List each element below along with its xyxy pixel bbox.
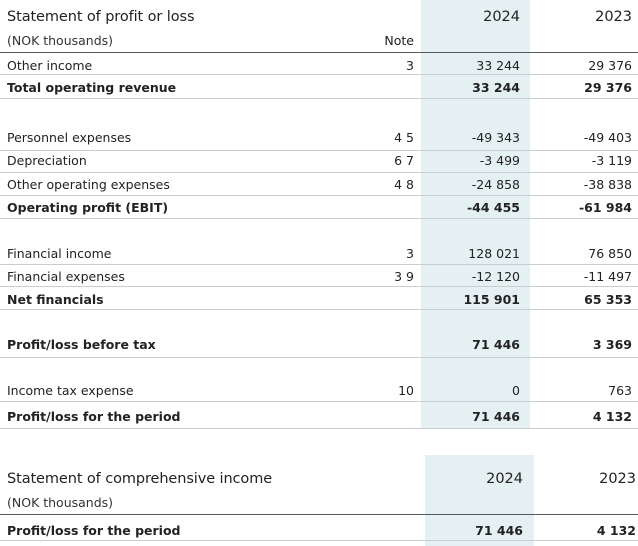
row-value-prior: 29 376 [584, 80, 632, 95]
row-note: 6 7 [394, 153, 414, 168]
row-value-prior: -38 838 [583, 177, 632, 192]
row-value-prior: 4 132 [592, 409, 632, 424]
statement-title: Statement of comprehensive income [7, 471, 273, 487]
row-value-prior: 4 132 [596, 523, 636, 538]
row-value-prior: 76 850 [588, 246, 632, 261]
row-note: 3 9 [394, 269, 414, 284]
row-label: Other income [7, 58, 93, 73]
row-divider [0, 195, 638, 196]
year-current-header: 2024 [486, 471, 523, 487]
year-prior-header: 2023 [599, 471, 636, 487]
row-value-prior: -3 119 [591, 153, 632, 168]
row-label: Income tax expense [7, 383, 134, 398]
note-column-header: Note [384, 33, 414, 48]
row-label: Personnel expenses [7, 130, 132, 145]
row-value-current: -12 120 [471, 269, 520, 284]
row-value-current: -44 455 [466, 200, 520, 215]
header-divider [0, 52, 638, 53]
row-divider [0, 540, 638, 541]
year-prior-header: 2023 [595, 9, 632, 25]
row-label: Financial income [7, 246, 112, 261]
row-value-current: 128 021 [468, 246, 520, 261]
row-label: Depreciation [7, 153, 87, 168]
row-label: Profit/loss for the period [7, 523, 181, 538]
row-label: Net financials [7, 292, 104, 307]
row-label: Other operating expenses [7, 177, 170, 192]
row-divider [0, 172, 638, 173]
unit-label: (NOK thousands) [7, 33, 114, 48]
row-divider [0, 309, 638, 310]
row-divider [0, 74, 638, 75]
row-value-current: 71 446 [472, 337, 520, 352]
statement-title: Statement of profit or loss [7, 9, 195, 25]
row-value-prior: 3 369 [592, 337, 632, 352]
row-divider [0, 98, 638, 99]
row-note: 3 [406, 58, 414, 73]
row-note: 4 5 [394, 130, 414, 145]
row-note: 4 8 [394, 177, 414, 192]
row-label: Profit/loss for the period [7, 409, 181, 424]
row-value-current: -24 858 [471, 177, 520, 192]
row-value-prior: -49 403 [583, 130, 632, 145]
row-divider [0, 264, 638, 265]
row-note: 3 [406, 246, 414, 261]
row-label: Profit/loss before tax [7, 337, 156, 352]
row-divider [0, 286, 638, 287]
row-value-current: 71 446 [475, 523, 523, 538]
row-divider [0, 428, 638, 429]
row-value-prior: 763 [608, 383, 632, 398]
row-value-current: 0 [512, 383, 520, 398]
row-value-current: 71 446 [472, 409, 520, 424]
row-divider [0, 218, 638, 219]
row-label: Operating profit (EBIT) [7, 200, 169, 215]
row-divider [0, 357, 638, 358]
row-value-prior: -61 984 [578, 200, 632, 215]
header-divider [0, 514, 638, 515]
row-value-prior: -11 497 [583, 269, 632, 284]
row-value-current: 33 244 [476, 58, 520, 73]
row-divider [0, 150, 638, 151]
unit-label: (NOK thousands) [7, 495, 114, 510]
row-value-prior: 65 353 [584, 292, 632, 307]
year-current-header: 2024 [483, 9, 520, 25]
row-value-current: -3 499 [479, 153, 520, 168]
row-label: Total operating revenue [7, 80, 177, 95]
row-value-current: 33 244 [472, 80, 520, 95]
row-value-current: -49 343 [471, 130, 520, 145]
row-value-prior: 29 376 [588, 58, 632, 73]
row-label: Financial expenses [7, 269, 125, 284]
row-note: 10 [398, 383, 414, 398]
row-divider [0, 401, 638, 402]
row-value-current: 115 901 [463, 292, 520, 307]
